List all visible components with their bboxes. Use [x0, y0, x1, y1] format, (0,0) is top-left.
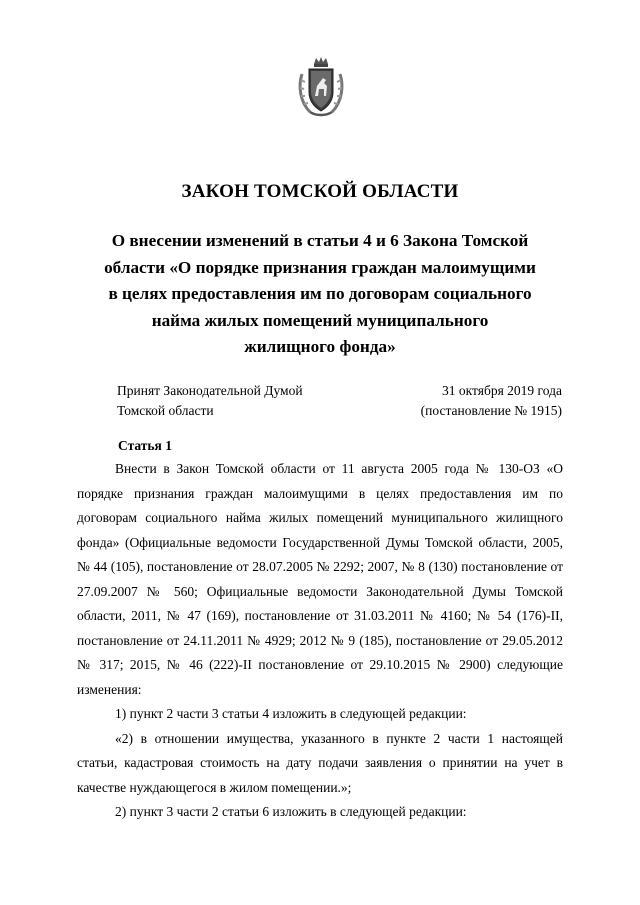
law-title: ЗАКОН ТОМСКОЙ ОБЛАСТИ	[181, 181, 459, 202]
resolution-number: (постановление № 1915)	[420, 403, 562, 418]
article-body	[77, 457, 563, 825]
article-paragraph: 2) пункт 3 части 2 статьи 6 изложить в следующей редакции:	[115, 804, 467, 819]
adopted-by-line: Томской области	[117, 403, 214, 418]
adopted-by-line: Принят Законодательной Думой	[117, 383, 303, 398]
subtitle-line: найма жилых помещений муниципального	[151, 310, 489, 330]
article-paragraph: «2) в отношении имущества, указанного в пункте 2 части 1 настоящей статьи, кадастровая стоимость на дату подачи заявления о принятии на учет в качестве нуждающегося в жилом помещении.»;	[77, 730, 563, 795]
article-paragraph: Внести в Закон Томской области от 11 августа 2005 года № 130-ОЗ «О порядке признания граждан малоимущими в целях предоставления им по договорам социального найма жилых помещений муниципального жилищного фонда» (Официальные ведомости Государственной Думы Томской области, 2005, № 44 (105), постановление от 28.07.2005 № 2292; 2007, № 8 (130) постановление от 27.09.2007 № 560; Официальные ведомости Законодательной Думы Томской области, 2011, № 47 (169), постановление от 31.03.2011 № 4160; № 54 (176)-II, постановление от 24.11.2011 № 4929; 2012 № 9 (185), постановление от 29.05.2012 № 317; 2015, № 46 (222)-II постановление от 29.10.2015 № 2900) следующие изменения:	[77, 461, 563, 697]
adoption-date-block	[421, 381, 562, 421]
article-paragraph: 1) пункт 2 части 3 статьи 4 изложить в следующей редакции:	[115, 706, 467, 721]
subtitle-line: жилищного фонда»	[244, 337, 396, 356]
adopted-by	[117, 381, 303, 421]
subtitle-line: О внесении изменений в статьи 4 и 6 Закона Томской	[111, 231, 529, 250]
coat-of-arms-icon	[296, 56, 346, 118]
subtitle-line: области «О порядке признания граждан малоимущими	[104, 257, 536, 277]
subtitle-line: в целях предоставления им по договорам социального	[108, 284, 532, 303]
article-heading: Статья 1	[118, 438, 172, 453]
adoption-date: 31 октября 2019 года	[442, 383, 562, 398]
law-subtitle	[70, 228, 570, 361]
